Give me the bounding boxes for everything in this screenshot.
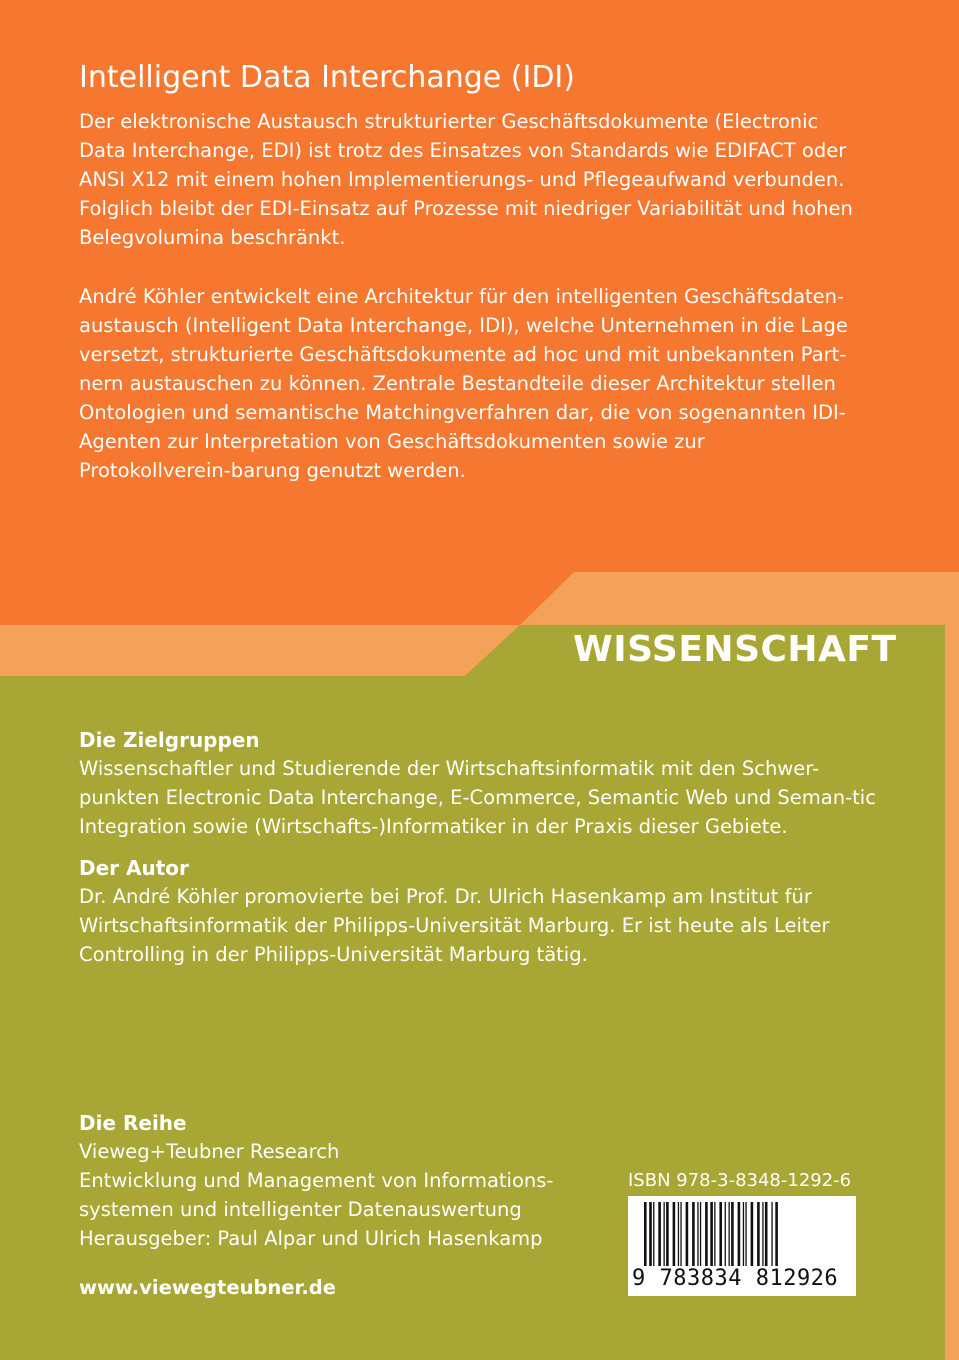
intro-paragraph-2: André Köhler entwickelt eine Architektur für den intelligenten Geschäftsdaten-austausch (Intelligent Data Interchange, IDI), welche Unternehmen in die Lage versetzt, strukturierte Geschäftsdokumente ad hoc und mit unbekannten Part-nern austauschen zu können. Zentrale Bestandteile dieser Architektur stellen Ontologien und semantische Matchingverfahren dar, die von sogenannten IDI-Agenten zur Interpretation von Geschäftsdokumenten sowie zur Protokollverein-barung genutzt werden.	[79, 285, 848, 482]
barcode-bar	[686, 1202, 689, 1266]
zielgruppen-heading: Die Zielgruppen	[79, 728, 260, 752]
barcode-bar	[673, 1202, 676, 1266]
barcode-bar	[644, 1202, 647, 1266]
reihe-line: Entwicklung und Management von Informations-	[79, 1169, 554, 1192]
barcode-bar	[731, 1202, 734, 1266]
barcode-bar	[664, 1202, 665, 1266]
barcode-bar	[692, 1202, 695, 1266]
barcode-bar	[745, 1202, 746, 1266]
barcode-bar	[719, 1202, 722, 1266]
barcode-digits: 9 783834 812926	[632, 1266, 852, 1292]
barcode-bar	[757, 1202, 760, 1266]
series-label: WISSENSCHAFT	[573, 629, 897, 670]
barcode	[628, 1196, 856, 1296]
barcode-bar	[765, 1202, 768, 1266]
barcode-bar	[738, 1202, 741, 1266]
barcode-bar	[700, 1202, 701, 1266]
right-edge-strip	[945, 572, 959, 1360]
barcode-bar	[725, 1202, 726, 1266]
website-link[interactable]: www.viewegteubner.de	[79, 1276, 336, 1299]
barcode-bar	[710, 1202, 713, 1266]
reihe-lines	[79, 1137, 553, 1253]
autor-heading: Der Autor	[79, 856, 189, 880]
barcode-bar	[653, 1202, 654, 1266]
reihe-line: Vieweg+Teubner Research	[79, 1140, 340, 1163]
barcode-bar	[762, 1202, 763, 1266]
isbn-label: ISBN 978-3-8348-1292-6	[628, 1170, 852, 1191]
autor-text: Dr. André Köhler promovierte bei Prof. Dr. Ulrich Hasenkamp am Institut für Wirtschaftsinformatik der Philipps-Universität Marburg. Er ist heute als Leiter Controlling in der Philipps-Universität Marburg tätig.	[79, 885, 830, 966]
reihe-line: systemen und intelligenter Datenauswertung	[79, 1198, 522, 1221]
barcode-bar	[775, 1202, 778, 1266]
barcode-bar	[680, 1202, 681, 1266]
barcode-bar	[649, 1202, 652, 1266]
barcode-bar	[751, 1202, 754, 1266]
barcode-bar	[658, 1202, 661, 1266]
barcode-bar	[678, 1202, 679, 1266]
reihe-heading: Die Reihe	[79, 1111, 187, 1135]
book-title: Intelligent Data Interchange (IDI)	[79, 60, 575, 95]
barcode-bar	[743, 1202, 744, 1266]
barcode-bar	[729, 1202, 730, 1266]
reihe-line: Herausgeber: Paul Alpar und Ulrich Hasenkamp	[79, 1227, 543, 1250]
barcode-bar	[666, 1202, 669, 1266]
barcode-bar	[771, 1202, 772, 1266]
intro-paragraph-1: Der elektronische Austausch strukturierter Geschäftsdokumente (Electronic Data Interchange, EDI) ist trotz des Einsatzes von Standards wie EDIFACT oder ANSI X12 mit einem hohen Implementierungs- und Pflegeaufwand verbunden. Folglich bleibt der EDI-Einsatz auf Prozesse mit niedriger Variabilität und hohen Belegvolumina beschränkt.	[79, 110, 853, 249]
zielgruppen-text: Wissenschaftler und Studierende der Wirtschaftsinformatik mit den Schwer-punkten Electronic Data Interchange, E-Commerce, Semantic Web und Seman-tic Integration sowie (Wirtschafts-)Informatiker in der Praxis dieser Gebiete.	[79, 757, 876, 838]
barcode-bar	[697, 1202, 698, 1266]
barcode-bar	[705, 1202, 708, 1266]
barcode-bar	[714, 1202, 715, 1266]
